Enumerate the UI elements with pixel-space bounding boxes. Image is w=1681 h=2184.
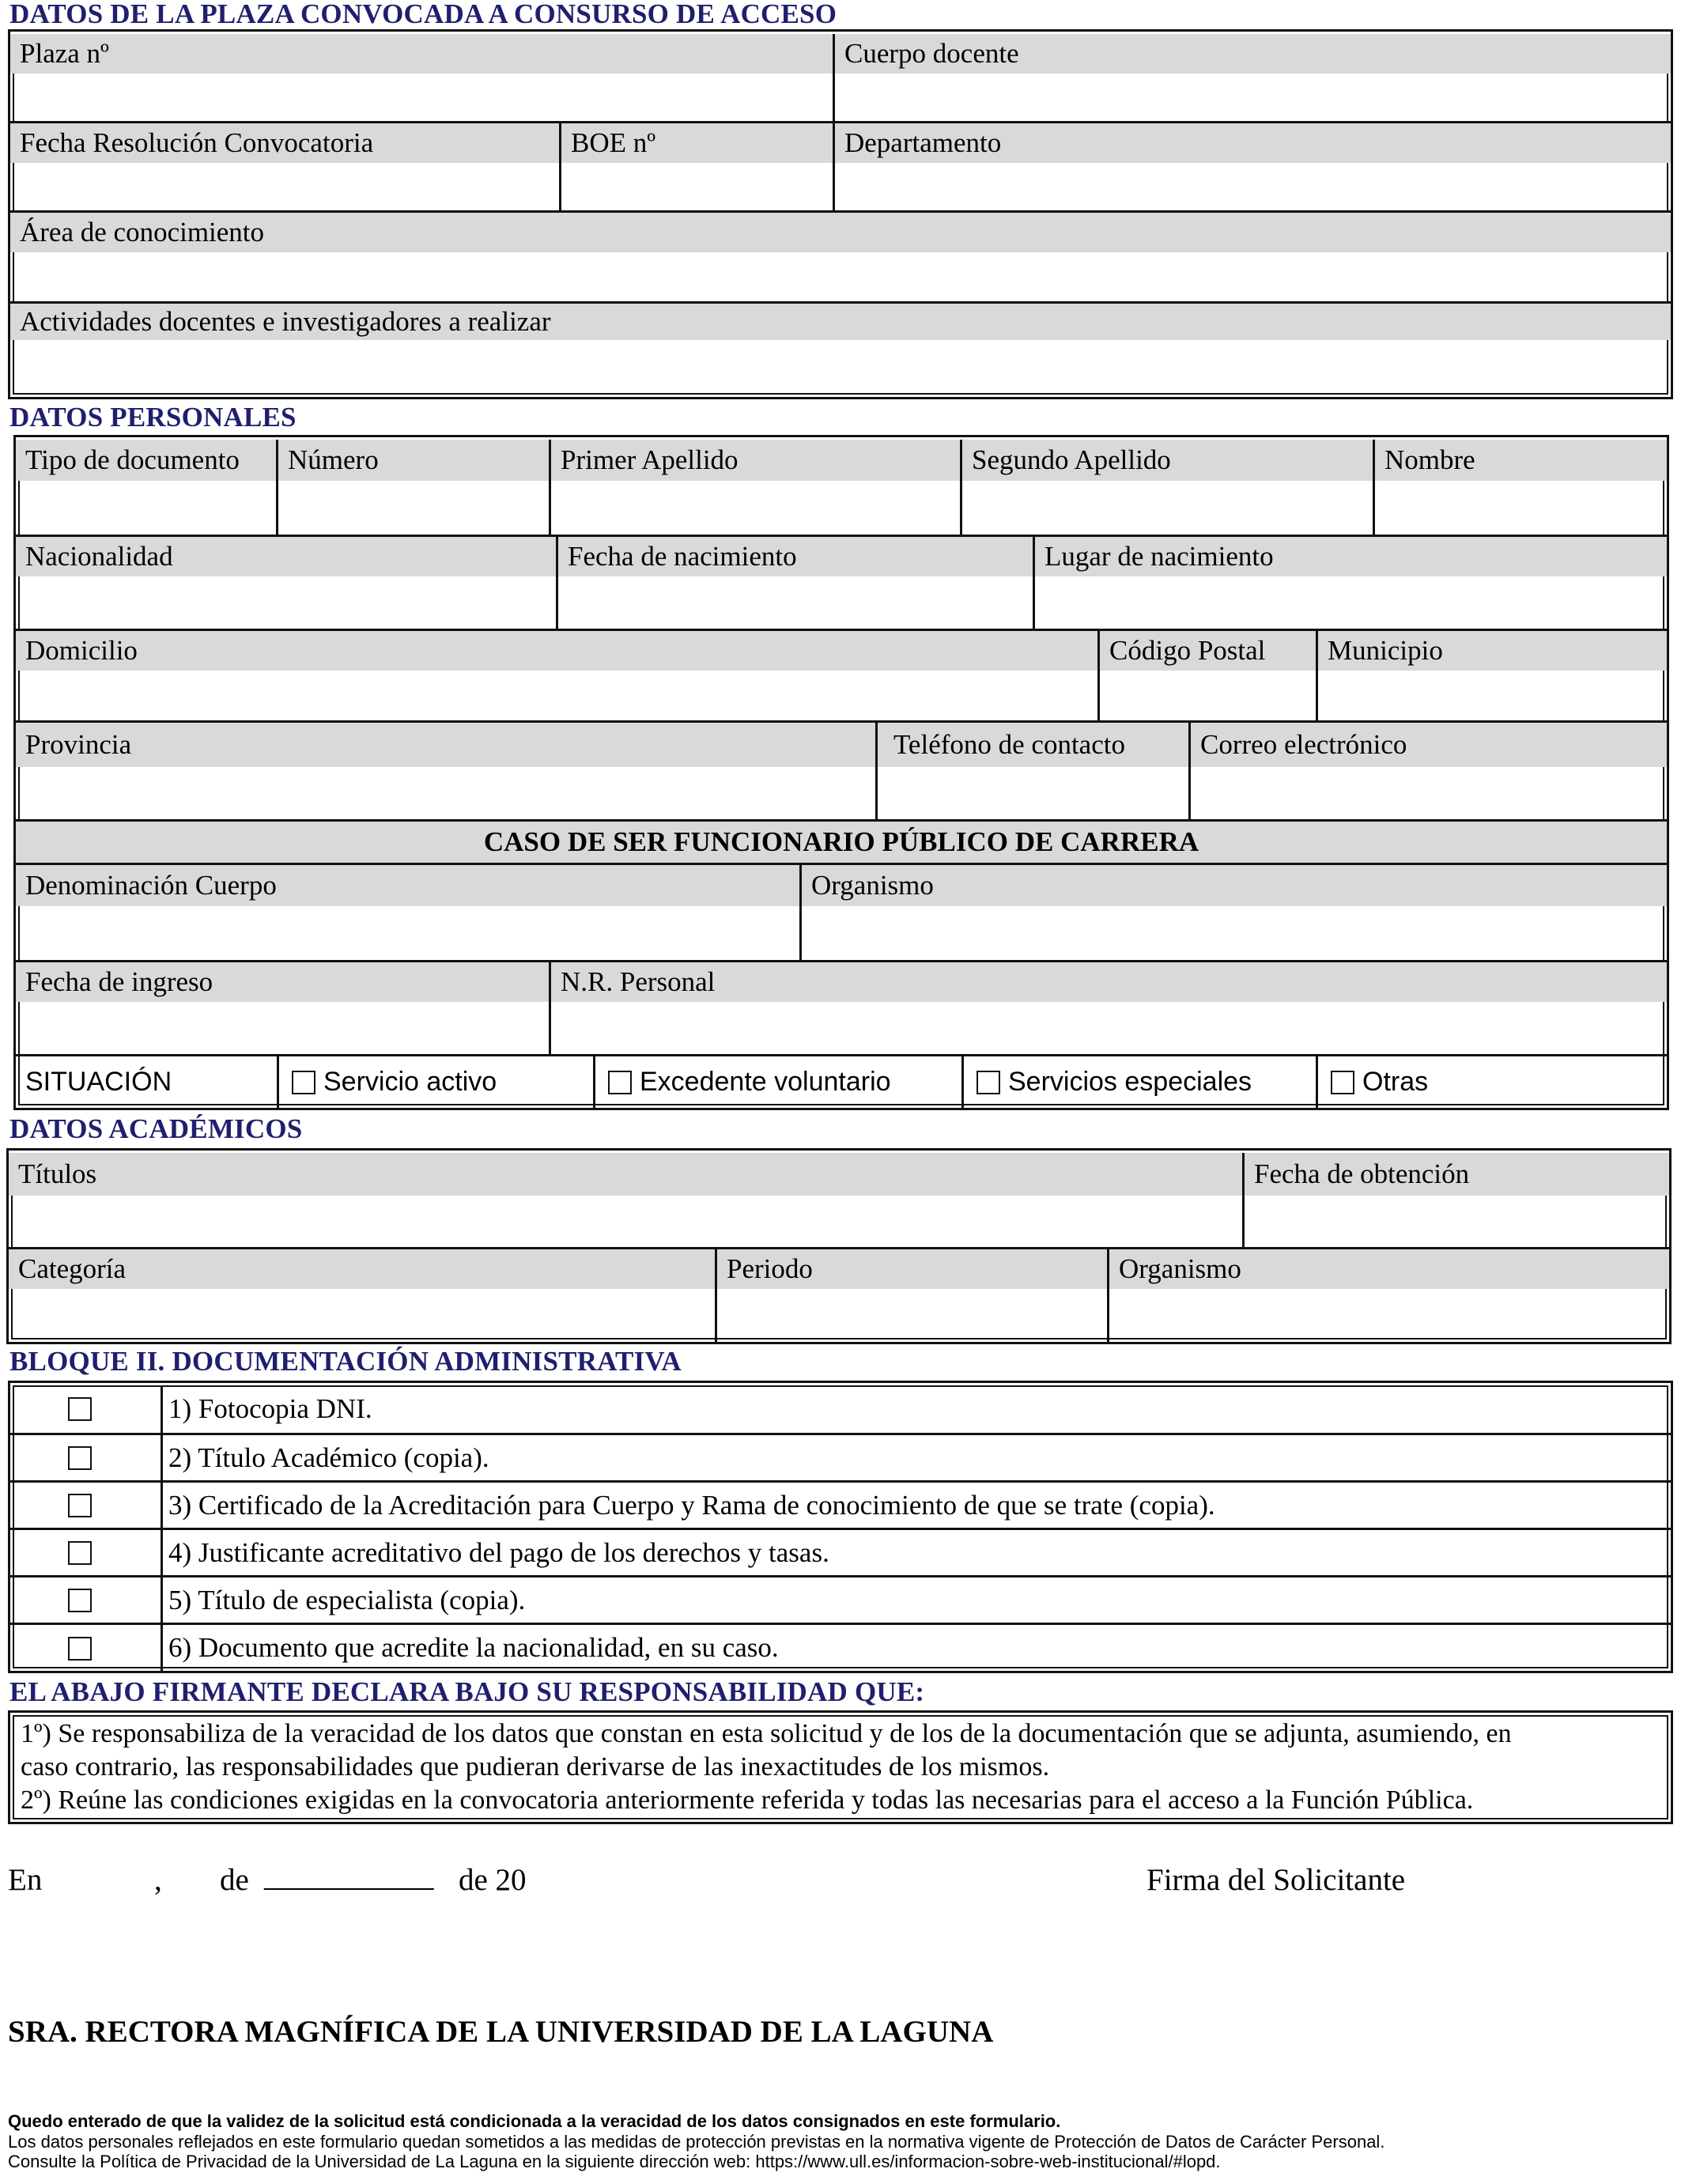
organismo-label: Organismo xyxy=(802,865,1667,906)
footer-line-2: Los datos personales reflejados en este formulario quedan sometidos a las medidas de protección previstas en la normativa vigente de Protección de Datos de Carácter Personal. xyxy=(8,2132,1385,2152)
nombre-label: Nombre xyxy=(1375,440,1667,481)
declaration-line-2: caso contrario, las responsabilidades que pudieran derivarse de las inexactitudes de los mismos. xyxy=(21,1752,1050,1782)
document-label: 5) Título de especialista (copia). xyxy=(168,1585,526,1615)
personal-row-6 xyxy=(16,962,1667,1054)
fecha-resolucion-label: Fecha Resolución Convocatoria xyxy=(10,123,559,163)
document-checkbox[interactable] xyxy=(68,1637,92,1661)
declaration-line-1: 1º) Se responsabiliza de la veracidad de los datos que constan en esta solicitud y de los de la documentación que se adjunta, asumiendo, en xyxy=(21,1719,1512,1748)
document-label: 2) Título Académico (copia). xyxy=(168,1442,489,1473)
primer-apellido-label: Primer Apellido xyxy=(551,440,960,481)
otras-label: Otras xyxy=(1362,1067,1429,1097)
periodo-cell[interactable] xyxy=(715,1249,1107,1342)
nr-personal-label: N.R. Personal xyxy=(551,962,1667,1002)
document-checkbox[interactable] xyxy=(68,1541,92,1565)
situacion-option-excedente[interactable] xyxy=(593,1056,961,1108)
document-row[interactable] xyxy=(10,1528,1671,1575)
lugar-nac-cell[interactable] xyxy=(1033,537,1667,629)
situacion-option-servicios-especiales[interactable] xyxy=(961,1056,1316,1108)
signature-comma: , xyxy=(154,1863,162,1897)
situacion-cell xyxy=(16,1056,277,1108)
signature-de-20: de 20 xyxy=(459,1863,527,1897)
declaration-text xyxy=(21,1717,1512,1817)
departamento-cell[interactable] xyxy=(833,123,1671,210)
document-row[interactable] xyxy=(10,1623,1671,1671)
servicio-activo-label: Servicio activo xyxy=(323,1067,497,1097)
nombre-cell[interactable] xyxy=(1373,440,1667,535)
personal-row-3 xyxy=(16,631,1667,720)
segundo-apellido-label: Segundo Apellido xyxy=(962,440,1373,481)
telefono-label: Teléfono de contacto xyxy=(878,723,1188,767)
section-title-declara: EL ABAJO FIRMANTE DECLARA BAJO SU RESPONSABILIDAD QUE: xyxy=(9,1676,925,1707)
otras-checkbox[interactable] xyxy=(1331,1071,1354,1094)
excedente-label: Excedente voluntario xyxy=(640,1067,891,1097)
denominacion-cuerpo-cell[interactable] xyxy=(16,865,799,960)
section-title-plaza: DATOS DE LA PLAZA CONVOCADA A CONSURSO DE ACCESO xyxy=(9,0,837,29)
documents-frame xyxy=(8,1381,1673,1673)
signature-month-blank[interactable]: ___________ xyxy=(264,1859,434,1893)
periodo-label: Periodo xyxy=(717,1249,1107,1289)
section-title-personal: DATOS PERSONALES xyxy=(9,402,297,433)
nacionalidad-label: Nacionalidad xyxy=(16,537,556,576)
document-row[interactable] xyxy=(10,1433,1671,1480)
personal-row-5 xyxy=(16,865,1667,960)
domicilio-label: Domicilio xyxy=(16,631,1097,671)
personal-row-2 xyxy=(16,537,1667,629)
plaza-row-1 xyxy=(10,34,1671,121)
fecha-nac-cell[interactable] xyxy=(556,537,1033,629)
funcionario-header xyxy=(16,822,1667,863)
denominacion-cuerpo-label: Denominación Cuerpo xyxy=(16,865,799,906)
academic-organismo-label: Organismo xyxy=(1109,1249,1669,1289)
academic-organismo-cell[interactable] xyxy=(1107,1249,1669,1342)
cuerpo-docente-label: Cuerpo docente xyxy=(835,34,1671,74)
situacion-label: SITUACIÓN xyxy=(25,1067,172,1097)
fecha-ingreso-label: Fecha de ingreso xyxy=(16,962,549,1002)
codigo-postal-cell[interactable] xyxy=(1097,631,1316,720)
academic-row-2 xyxy=(9,1249,1669,1342)
academic-frame xyxy=(6,1148,1672,1344)
declaration-line-3: 2º) Reúne las condiciones exigidas en la convocatoria anteriormente referida y todas las necesarias para el acceso a la Función Pública. xyxy=(21,1785,1474,1815)
fecha-nac-label: Fecha de nacimiento xyxy=(558,537,1033,576)
document-checkbox[interactable] xyxy=(68,1494,92,1517)
fecha-obtencion-label: Fecha de obtención xyxy=(1245,1153,1669,1196)
signature-de: de xyxy=(220,1863,249,1897)
boe-label: BOE nº xyxy=(561,123,833,163)
organismo-cell[interactable] xyxy=(799,865,1667,960)
departamento-label: Departamento xyxy=(835,123,1671,163)
provincia-cell[interactable] xyxy=(16,723,875,819)
telefono-cell[interactable] xyxy=(875,723,1188,819)
funcionario-title: CASO DE SER FUNCIONARIO PÚBLICO DE CARRERA xyxy=(483,826,1199,857)
section-title-bloque2: BLOQUE II. DOCUMENTACIÓN ADMINISTRATIVA xyxy=(9,1346,682,1377)
servicio-activo-checkbox[interactable] xyxy=(292,1071,315,1094)
area-label: Área de conocimiento xyxy=(10,213,1671,252)
personal-row-1 xyxy=(16,440,1667,535)
actividades-label: Actividades docentes e investigadores a realizar xyxy=(10,304,1671,340)
document-row[interactable] xyxy=(10,1480,1671,1528)
situacion-row xyxy=(16,1056,1667,1108)
excedente-checkbox[interactable] xyxy=(608,1071,632,1094)
personal-frame xyxy=(13,435,1669,1110)
servicios-especiales-label: Servicios especiales xyxy=(1008,1067,1252,1097)
nacionalidad-cell[interactable] xyxy=(16,537,556,629)
municipio-cell[interactable] xyxy=(1316,631,1667,720)
plaza-no-label: Plaza nº xyxy=(10,34,833,74)
lugar-nac-label: Lugar de nacimiento xyxy=(1035,537,1667,576)
provincia-label: Provincia xyxy=(16,723,875,767)
numero-label: Número xyxy=(278,440,549,481)
area-cell[interactable] xyxy=(10,213,1671,301)
nr-personal-cell[interactable] xyxy=(549,962,1667,1054)
segundo-apellido-cell[interactable] xyxy=(960,440,1373,535)
cuerpo-docente-cell[interactable] xyxy=(833,34,1671,121)
plaza-row-2 xyxy=(10,123,1671,210)
document-label: 4) Justificante acreditativo del pago de los derechos y tasas. xyxy=(168,1537,829,1568)
codigo-postal-label: Código Postal xyxy=(1100,631,1316,671)
academic-row-1 xyxy=(9,1153,1669,1247)
document-row[interactable] xyxy=(10,1575,1671,1623)
plaza-frame xyxy=(8,29,1673,399)
domicilio-cell[interactable] xyxy=(16,631,1097,720)
signature-firma-label: Firma del Solicitante xyxy=(1146,1863,1406,1897)
actividades-cell[interactable] xyxy=(10,304,1671,397)
section-title-academic: DATOS ACADÉMICOS xyxy=(9,1113,303,1144)
declaration-frame xyxy=(8,1710,1673,1824)
addressee: SRA. RECTORA MAGNÍFICA DE LA UNIVERSIDAD DE LA LAGUNA xyxy=(8,2015,994,2049)
correo-cell[interactable] xyxy=(1188,723,1667,819)
document-row[interactable] xyxy=(10,1385,1671,1433)
footer-line-3: Consulte la Política de Privacidad de la Universidad de La Laguna en la siguiente dirección web: https://www.ull.es/informacion-sobre-web-institucional/#lopd. xyxy=(8,2152,1221,2171)
document-label: 6) Documento que acredite la nacionalidad, en su caso. xyxy=(168,1632,779,1663)
boe-cell[interactable] xyxy=(559,123,833,210)
tipo-doc-cell[interactable] xyxy=(16,440,276,535)
tipo-doc-label: Tipo de documento xyxy=(16,440,276,481)
fecha-ingreso-cell[interactable] xyxy=(16,962,549,1054)
personal-row-4 xyxy=(16,723,1667,819)
plaza-no-cell[interactable] xyxy=(10,34,833,121)
footer-line-1: Quedo enterado de que la validez de la solicitud está condicionada a la veracidad de los datos consignados en este formulario. xyxy=(8,2111,1061,2131)
municipio-label: Municipio xyxy=(1318,631,1667,671)
document-checkbox[interactable] xyxy=(68,1397,92,1421)
categoria-cell[interactable] xyxy=(9,1249,715,1342)
categoria-label: Categoría xyxy=(9,1249,715,1289)
titulos-label: Títulos xyxy=(9,1153,1242,1196)
document-checkbox[interactable] xyxy=(68,1446,92,1470)
primer-apellido-cell[interactable] xyxy=(549,440,960,535)
correo-label: Correo electrónico xyxy=(1191,723,1667,767)
document-label: 3) Certificado de la Acreditación para Cuerpo y Rama de conocimiento de que se trate (copia). xyxy=(168,1490,1215,1521)
fecha-obtencion-cell[interactable] xyxy=(1242,1153,1669,1247)
servicios-especiales-checkbox[interactable] xyxy=(976,1071,1000,1094)
document-label: 1) Fotocopia DNI. xyxy=(168,1393,372,1424)
fecha-resolucion-cell[interactable] xyxy=(10,123,559,210)
titulos-cell[interactable] xyxy=(9,1153,1242,1247)
situacion-option-servicio-activo[interactable] xyxy=(277,1056,593,1108)
signature-en: En xyxy=(8,1863,43,1897)
numero-cell[interactable] xyxy=(276,440,549,535)
document-checkbox[interactable] xyxy=(68,1589,92,1612)
situacion-option-otras[interactable] xyxy=(1316,1056,1667,1108)
